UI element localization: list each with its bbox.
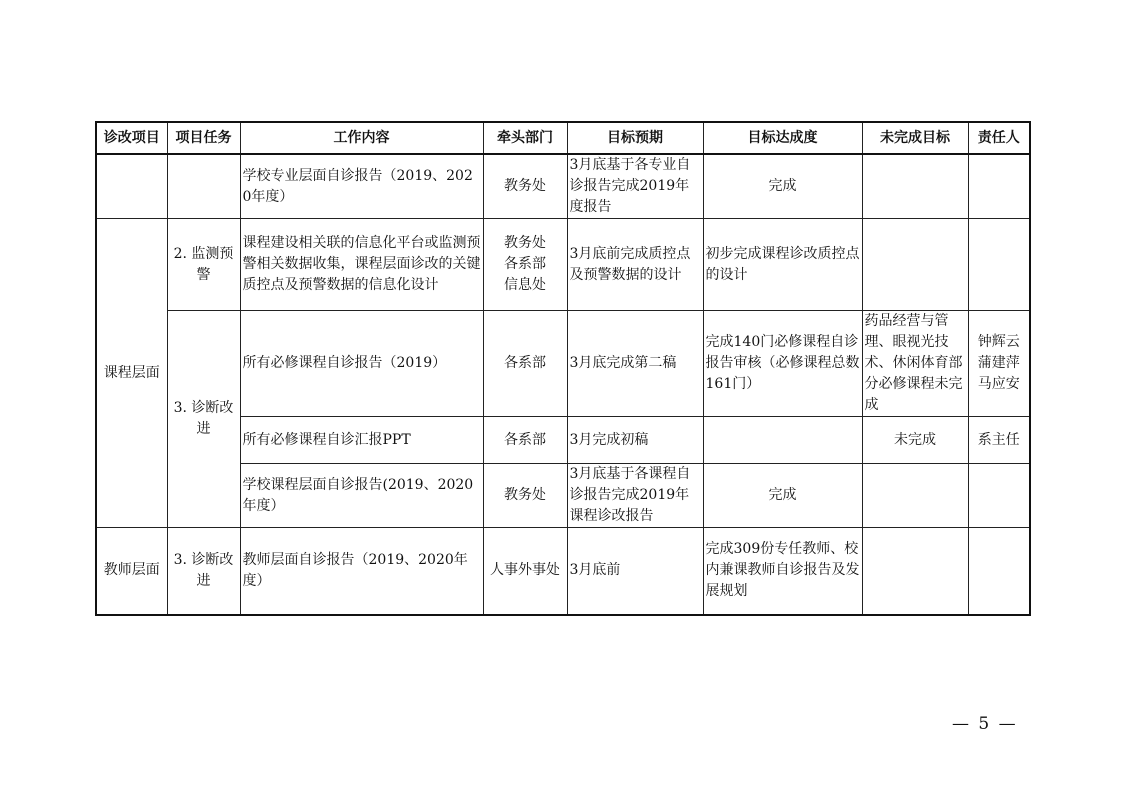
cell-expected: 3月底基于各课程自诊报告完成2019年课程诊改报告	[567, 464, 703, 528]
cell-project: 课程层面	[96, 219, 167, 528]
cell-content: 所有必修课程自诊报告（2019）	[240, 311, 483, 417]
cell-unfinished	[862, 464, 968, 528]
cell-dept: 各系部	[483, 417, 567, 464]
cell-unfinished	[862, 219, 968, 311]
diagnosis-plan-table	[95, 121, 1031, 616]
cell-content: 学校专业层面自诊报告（2019、2020年度）	[240, 154, 483, 219]
header-achieved: 目标达成度	[703, 122, 862, 154]
header-owner: 责任人	[968, 122, 1030, 154]
cell-unfinished	[862, 154, 968, 219]
cell-unfinished: 药品经营与管理、眼视光技术、休闲体育部分必修课程未完成	[862, 311, 968, 417]
cell-content: 教师层面自诊报告（2019、2020年度）	[240, 528, 483, 615]
cell-owner: 系主任	[968, 417, 1030, 464]
table-row	[96, 154, 1030, 219]
cell-task: 3. 诊断改进	[167, 528, 240, 615]
header-project: 诊改项目	[96, 122, 167, 154]
table-row	[96, 311, 1030, 417]
cell-dept: 教务处 各系部 信息处	[483, 219, 567, 311]
cell-achieved: 完成140门必修课程自诊报告审核（必修课程总数161门）	[703, 311, 862, 417]
cell-task	[167, 154, 240, 219]
header-unfinished: 未完成目标	[862, 122, 968, 154]
cell-achieved: 初步完成课程诊改质控点的设计	[703, 219, 862, 311]
cell-owner: 钟辉云 蒲建萍 马应安	[968, 311, 1030, 417]
table-row	[96, 219, 1030, 311]
cell-achieved: 完成	[703, 154, 862, 219]
cell-dept: 教务处	[483, 464, 567, 528]
cell-task: 3. 诊断改进	[167, 311, 240, 528]
header-content: 工作内容	[240, 122, 483, 154]
cell-achieved	[703, 417, 862, 464]
cell-expected: 3月底完成第二稿	[567, 311, 703, 417]
cell-expected: 3月底前	[567, 528, 703, 615]
cell-dept: 各系部	[483, 311, 567, 417]
table-row	[96, 528, 1030, 615]
cell-achieved: 完成	[703, 464, 862, 528]
header-task: 项目任务	[167, 122, 240, 154]
cell-dept: 人事外事处	[483, 528, 567, 615]
cell-owner	[968, 219, 1030, 311]
cell-content: 学校课程层面自诊报告(2019、2020年度）	[240, 464, 483, 528]
cell-unfinished	[862, 528, 968, 615]
cell-unfinished: 未完成	[862, 417, 968, 464]
cell-owner	[968, 528, 1030, 615]
header-expected: 目标预期	[567, 122, 703, 154]
cell-task: 2. 监测预警	[167, 219, 240, 311]
cell-project	[96, 154, 167, 219]
cell-expected: 3月底前完成质控点及预警数据的设计	[567, 219, 703, 311]
cell-dept: 教务处	[483, 154, 567, 219]
cell-expected: 3月完成初稿	[567, 417, 703, 464]
cell-content: 课程建设相关联的信息化平台或监测预警相关数据收集，课程层面诊改的关键质控点及预警数据的信息化设计	[240, 219, 483, 311]
cell-expected: 3月底基于各专业自诊报告完成2019年度报告	[567, 154, 703, 219]
cell-owner	[968, 464, 1030, 528]
cell-content: 所有必修课程自诊汇报PPT	[240, 417, 483, 464]
table-header-row	[96, 122, 1030, 154]
cell-achieved: 完成309份专任教师、校内兼课教师自诊报告及发展规划	[703, 528, 862, 615]
cell-owner	[968, 154, 1030, 219]
header-dept: 牵头部门	[483, 122, 567, 154]
cell-project: 教师层面	[96, 528, 167, 615]
page-number: — 5 —	[952, 714, 1018, 734]
